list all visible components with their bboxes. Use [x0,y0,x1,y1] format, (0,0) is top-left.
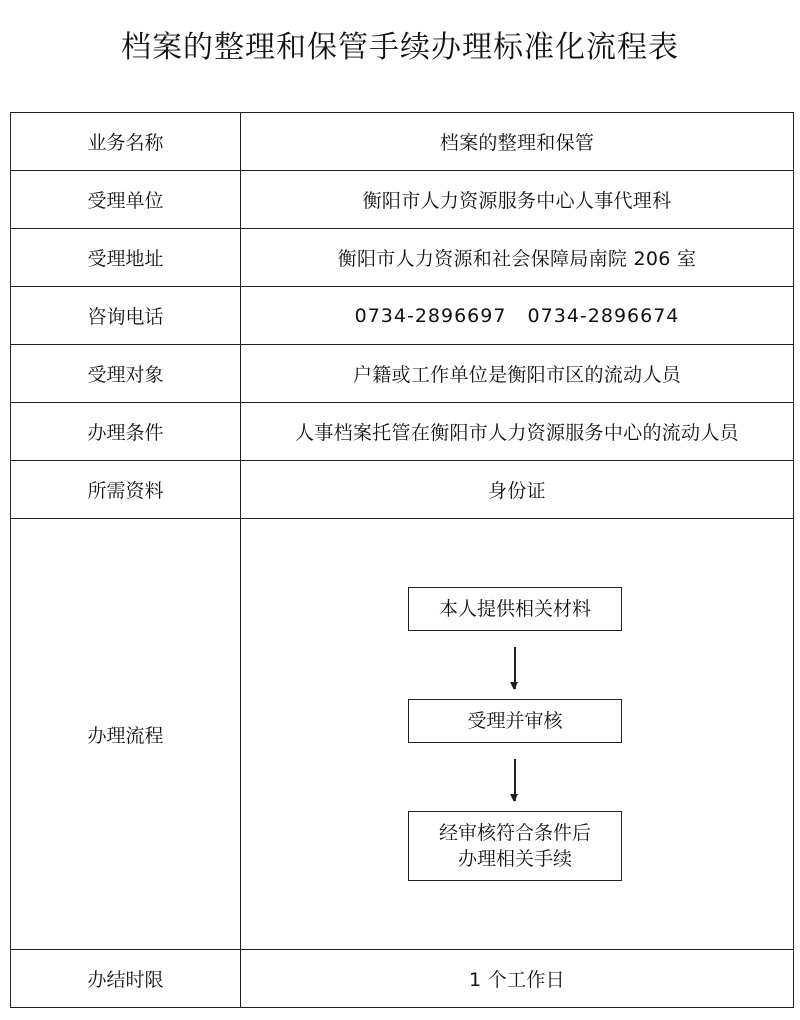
value-materials: 身份证 [241,461,794,519]
label-conditions: 办理条件 [11,403,241,461]
flow-step-2-text: 受理并审核 [467,710,563,732]
value-address: 衡阳市人力资源和社会保障局南院 206 室 [241,229,794,287]
process-table [10,112,794,1008]
flow-arrow-2 [514,759,516,801]
label-accepting-unit: 受理单位 [11,171,241,229]
page-title: 档案的整理和保管手续办理标准化流程表 [121,30,679,65]
label-deadline: 办结时限 [11,950,241,1008]
flow-step-1-text: 本人提供相关材料 [438,598,591,620]
flow-step-3-text-line2: 办理相关手续 [457,848,572,870]
value-conditions: 人事档案托管在衡阳市人力资源服务中心的流动人员 [241,403,794,461]
label-address: 受理地址 [11,229,241,287]
flow-step-2 [408,699,622,743]
label-target: 受理对象 [11,345,241,403]
table-row-deadline [11,950,794,1008]
table-row-business-name [11,113,794,171]
label-materials: 所需资料 [11,461,241,519]
table-row-conditions [11,403,794,461]
table-row-process [11,519,794,950]
value-business-name: 档案的整理和保管 [241,113,794,171]
table-row-materials [11,461,794,519]
label-process: 办理流程 [11,519,241,950]
value-phone: 0734-2896697 0734-2896674 [241,287,794,345]
flow-step-3-text-line1: 经审核符合条件后 [438,822,591,844]
process-flowchart [241,519,794,949]
table-row-accepting-unit [11,171,794,229]
table-row-address [11,229,794,287]
value-deadline: 1 个工作日 [241,950,794,1008]
flow-step-1 [408,587,622,631]
value-accepting-unit: 衡阳市人力资源服务中心人事代理科 [241,171,794,229]
flow-step-3 [408,811,622,881]
flow-arrow-1 [514,647,516,689]
label-business-name: 业务名称 [11,113,241,171]
label-phone: 咨询电话 [11,287,241,345]
process-flowchart-cell [241,519,794,950]
table-row-phone [11,287,794,345]
value-target: 户籍或工作单位是衡阳市区的流动人员 [241,345,794,403]
table-row-target [11,345,794,403]
